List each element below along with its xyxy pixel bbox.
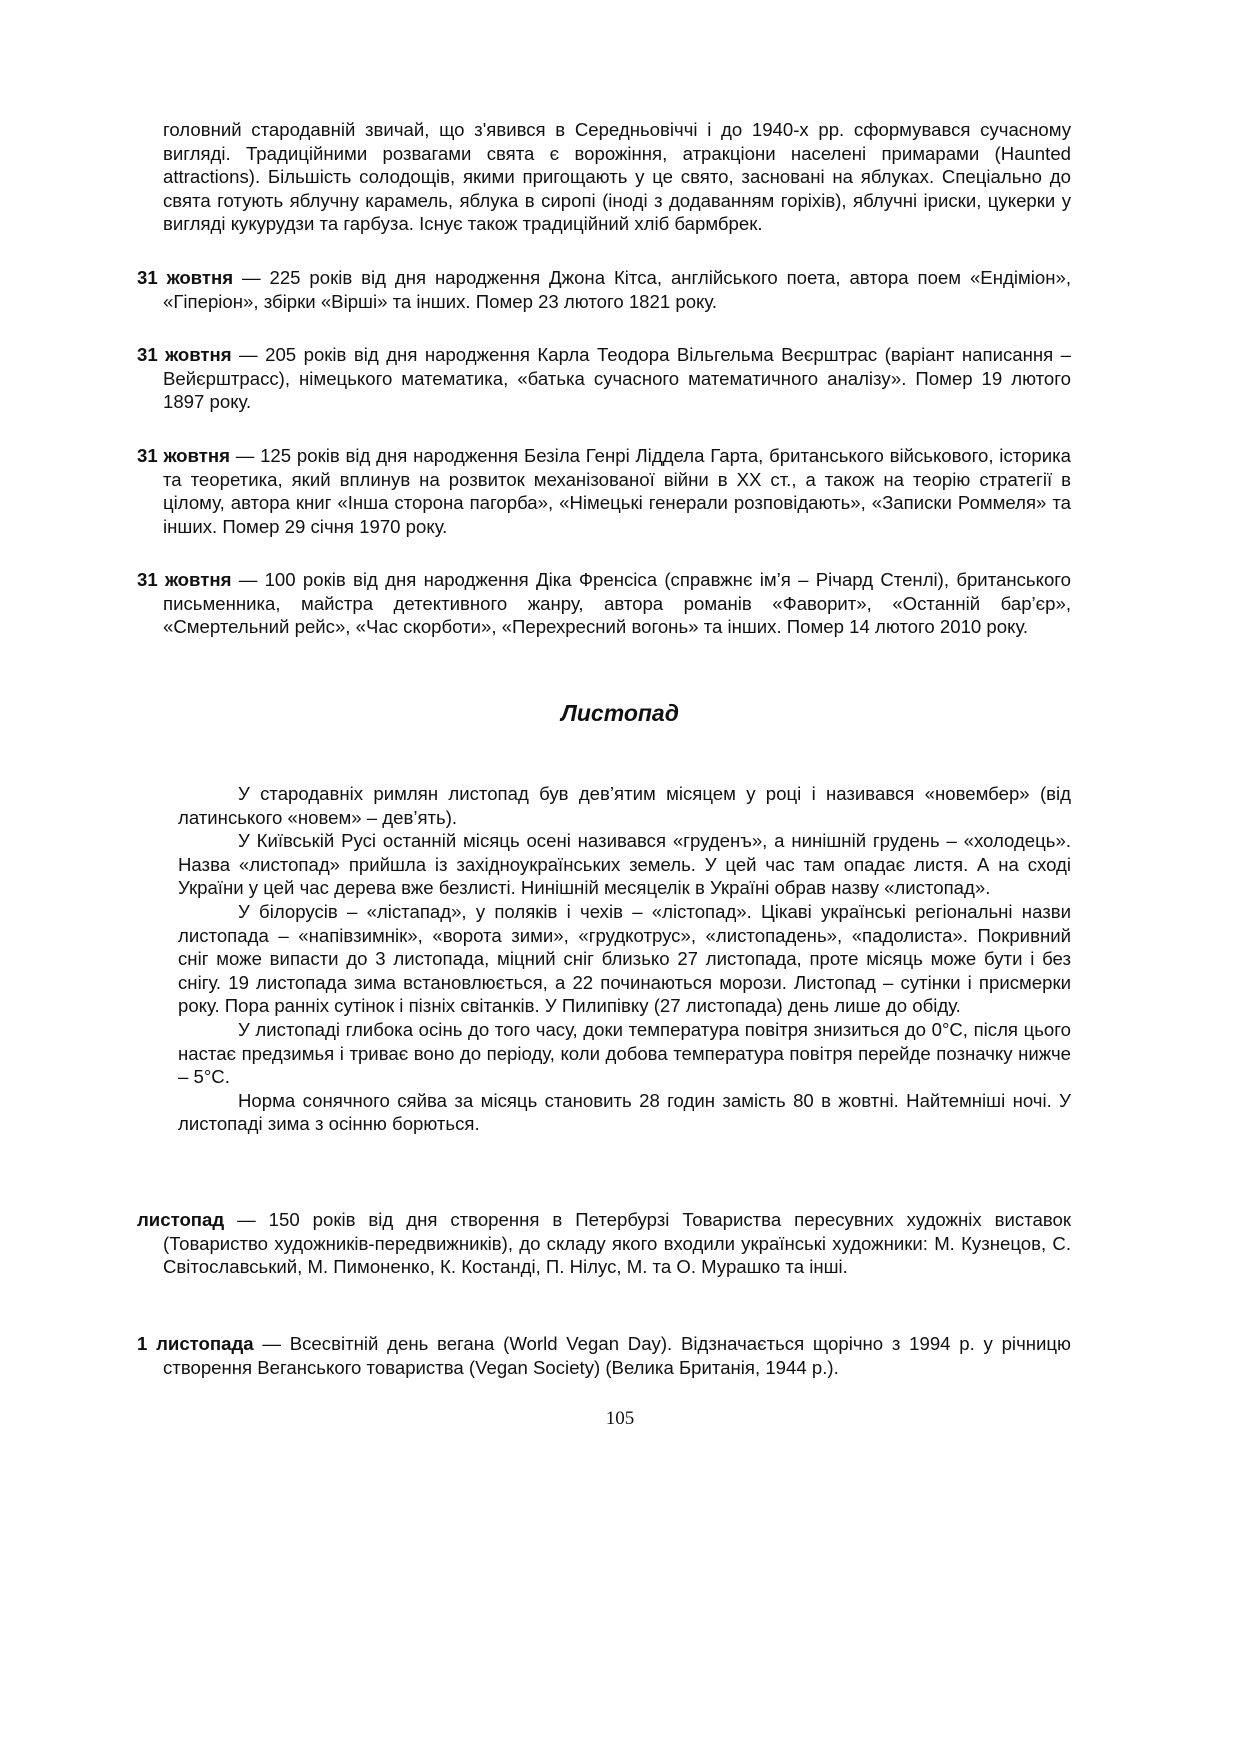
entry-date: 31 жовтня bbox=[137, 344, 232, 365]
month-paragraph: У листопаді глибока осінь до того часу, доки температура повітря знизиться до 0°С, після цього настає предзимья і триває воно до періоду, коли добова температура повітря перейде позначку нижче – 5°С. bbox=[178, 1018, 1071, 1088]
entry-weierstrass bbox=[137, 343, 1071, 414]
entry-date: 31 жовтня bbox=[137, 445, 230, 466]
entry-keats bbox=[137, 266, 1071, 313]
entry-text: — 150 років від дня створення в Петербурзі Товариства пересувних художніх виставок (Товариство художників-передвижників), до складу якого входили українські художники: М. Кузнецов, С. Світославський, М. Пимоненко, К. Костанді, П. Нілус, М. та О. Мурашко та інші. bbox=[163, 1209, 1071, 1278]
entry-peredvizhniki bbox=[137, 1208, 1071, 1279]
month-description bbox=[178, 782, 1071, 1136]
entry-text: — 225 років від дня народження Джона Кітса, англійського поета, автора поем «Ендіміон», «Гіперіон», збірки «Вірші» та інших. Помер 23 лютого 1821 року. bbox=[163, 267, 1071, 312]
month-paragraph: У білорусів – «лістапад», у поляків і чехів – «лістопад». Цікаві українські регіональні назви листопада – «напівзимнік», «ворота зими», «грудкотрус», «листопадень», «падолиста». Покривний сніг може випасти до 3 листопада, міцний сніг близько 27 листопада, проте місяць може бути і без снігу. 19 листопада зима встановлюється, а 22 починаються морози. Листопад – сутінки і присмерки року. Пора ранніх сутінок і пізніх світанків. У Пилипівку (27 листопада) день лише до обіду. bbox=[178, 900, 1071, 1017]
entry-vegan-day bbox=[137, 1332, 1071, 1379]
page-number: 105 bbox=[605, 1408, 635, 1429]
month-paragraph: Норма сонячного сяйва за місяць становить 28 годин замість 80 в жовтні. Найтемніші ночі. У листопаді зима з осінню борються. bbox=[178, 1089, 1071, 1135]
entry-date: 31 жовтня bbox=[137, 569, 232, 590]
entry-dick-francis bbox=[137, 568, 1071, 639]
section-title: Листопад bbox=[561, 700, 679, 726]
entry-liddell-hart bbox=[137, 444, 1071, 538]
entry-date: 1 листопада bbox=[137, 1333, 254, 1354]
entry-text: — Всесвітній день вегана (World Vegan Day). Відзначається щорічно з 1994 р. у річницю створення Веганського товариства (Vegan Society) (Велика Британія, 1944 р.). bbox=[163, 1333, 1072, 1378]
entry-text: — 125 років від дня народження Безіла Генрі Ліддела Гарта, британського військового, історика та теоретика, який вплинув на розвиток механізованої війни в ХХ ст., а також на теорію стратегії в цілому, автора книг «Інша сторона пагорба», «Німецькі генерали розповідають», «Записки Роммеля» та інших. Помер 29 січня 1970 року. bbox=[163, 445, 1071, 537]
month-paragraph: У стародавніх римлян листопад був дев’ятим місяцем у році і називався «новембер» (від латинського «новем» – дев’ять). bbox=[178, 783, 1071, 828]
month-paragraph: У Київській Русі останній місяць осені називався «груденъ», а нинішній грудень – «холодець». Назва «листопад» прийшла із західноукраїнських земель. У цей час там опадає листя. А на сході України у цей час дерева вже безлисті. Нинішній месяцелік в Україні обрав назву «листопад». bbox=[178, 830, 1071, 899]
entry-text: — 100 років від дня народження Діка Френсіса (справжнє ім’я – Річард Стенлі), британського письменника, майстра детективного жанру, автора романів «Фаворит», «Останній бар’єр», «Смертельний рейс», «Час скорботи», «Перехресний вогонь» та інших. Помер 14 лютого 2010 року. bbox=[163, 569, 1071, 638]
entry-date: листопад bbox=[137, 1209, 225, 1230]
intro-paragraph: головний стародавній звичай, що з'явився в Середньовіччі і до 1940-х рр. сформувався сучасному вигляді. Традиційними розвагами свята є ворожіння, атракціони населені примарами (Haunted attractions). Більшість солодощів, якими пригощають у це свято, засновані на яблуках. Спеціально до свята готують яблучну карамель, яблука в сиропі (іноді з додаванням горіхів), яблучні іриски, цукерки у вигляді кукурудзи та гарбуза. Існує також традиційний хліб бармбрек. bbox=[163, 119, 1071, 235]
entry-text: — 205 років від дня народження Карла Теодора Вільгельма Веєрштрас (варіант написання – Вейєрштрасс), німецького математика, «батька сучасного математичного аналізу». Помер 19 лютого 1897 року. bbox=[163, 344, 1071, 413]
entry-date: 31 жовтня bbox=[137, 267, 234, 288]
